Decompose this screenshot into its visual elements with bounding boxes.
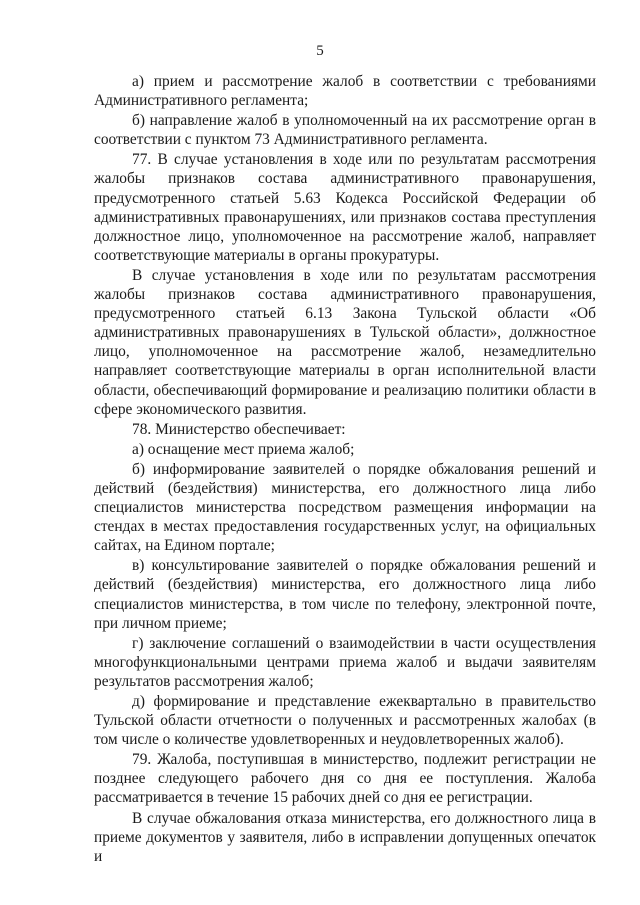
paragraph: г) заключение соглашений о взаимодействии в части осуществления многофункциональными центрами приема жалоб и выдачи заявителям результатов рассмотрения жалоб; bbox=[94, 634, 596, 690]
paragraph: В случае обжалования отказа министерства, его должностного лица в приеме документов у заявителя, либо в исправлении допущенных опечаток и bbox=[94, 809, 596, 865]
paragraph: В случае установления в ходе или по результатам рассмотрения жалобы признаков состава административного правонарушения, предусмотренного статьей 6.13 Закона Тульской области «Об административных правонарушениях в Тульской области», должностное лицо, уполномоченное на рассмотрение жалоб, незамедлительно направляет соответствующие материалы в орган исполнительной власти области, обеспечивающий формирование и реализацию политики области в сфере экономического развития. bbox=[94, 266, 596, 418]
paragraph: в) консультирование заявителей о порядке обжалования решений и действий (бездействия) министерства, его должностного лица либо специалистов министерства, в том числе по телефону, электронной почте, при личном приеме; bbox=[94, 557, 596, 632]
paragraph: 79. Жалоба, поступившая в министерство, подлежит регистрации не позднее следующего рабочего дня со дня ее поступления. Жалоба рассматривается в течение 15 рабочих дней со дня ее регистрации. bbox=[94, 751, 596, 807]
paragraph: 77. В случае установления в ходе или по результатам рассмотрения жалобы признаков состава административного правонарушения, предусмотренного статьей 5.63 Кодекса Российской Федерации об административных правонарушениях, или признаков состава преступления должностное лицо, уполномоченное на рассмотрение жалоб, направляет соответствующие материалы в органы прокуратуры. bbox=[94, 151, 596, 264]
paragraph: а) прием и рассмотрение жалоб в соответствии с требованиями Административного регламента; bbox=[94, 73, 596, 110]
paragraph: д) формирование и представление ежеквартально в правительство Тульской области отчетности о полученных и рассмотренных жалобах (в том числе о количестве удовлетворенных и неудовлетворенных жалоб). bbox=[94, 693, 596, 749]
paragraph: б) направление жалоб в уполномоченный на их рассмотрение орган в соответствии с пунктом 73 Административного регламента. bbox=[94, 112, 596, 149]
document-body bbox=[94, 72, 596, 867]
page-number: 5 bbox=[316, 43, 324, 59]
paragraph: б) информирование заявителей о порядке обжалования решений и действий (бездействия) министерства, его должностного лица либо специалистов министерства посредством размещения информации на стендах в местах предоставления государственных услуг, на официальных сайтах, на Едином портале; bbox=[94, 460, 596, 555]
paragraph: а) оснащение мест приема жалоб; bbox=[132, 440, 355, 458]
paragraph: 78. Министерство обеспечивает: bbox=[132, 420, 346, 438]
